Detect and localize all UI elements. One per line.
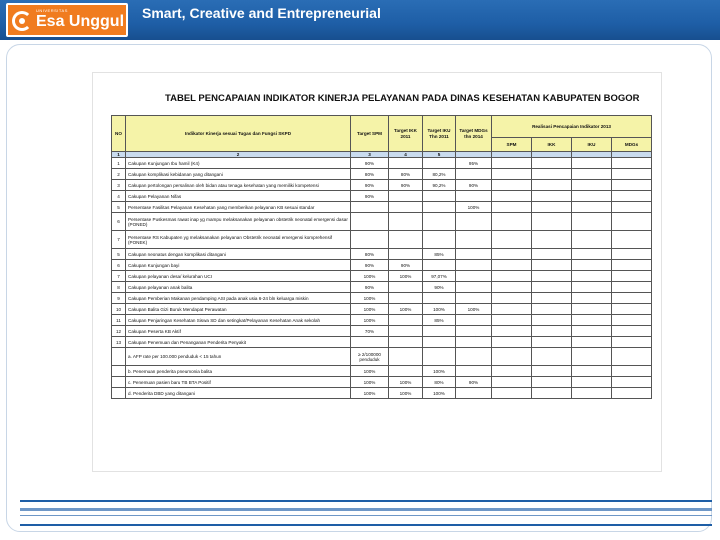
- row-realisasi-cell: [492, 169, 532, 180]
- row-realisasi-cell: [532, 293, 572, 304]
- row-target-spm: 80%: [351, 249, 389, 260]
- column-number: 5: [423, 152, 456, 158]
- row-realisasi-cell: [532, 213, 572, 231]
- row-realisasi-cell: [572, 158, 612, 169]
- row-number: 5: [112, 202, 126, 213]
- row-realisasi-cell: [612, 388, 652, 399]
- row-realisasi-cell: [612, 326, 652, 337]
- row-realisasi-cell: [572, 388, 612, 399]
- row-target-spm: 70%: [351, 326, 389, 337]
- row-target-mdgs: [456, 231, 492, 249]
- row-realisasi-cell: [532, 377, 572, 388]
- row-realisasi-cell: [572, 282, 612, 293]
- row-realisasi-cell: [532, 158, 572, 169]
- table-row: [112, 202, 652, 213]
- row-realisasi-cell: [612, 191, 652, 202]
- row-target-spm: 100%: [351, 315, 389, 326]
- row-target-ikk: [389, 282, 423, 293]
- row-realisasi-cell: [492, 377, 532, 388]
- table-row: [112, 377, 652, 388]
- row-realisasi-cell: [492, 293, 532, 304]
- row-target-spm: 80%: [351, 169, 389, 180]
- row-realisasi-cell: [612, 249, 652, 260]
- logo-emblem-icon: [12, 11, 32, 31]
- row-realisasi-cell: [492, 304, 532, 315]
- row-realisasi-cell: [572, 366, 612, 377]
- row-realisasi-cell: [572, 213, 612, 231]
- row-target-iku: 100%: [423, 304, 456, 315]
- table-row: [112, 271, 652, 282]
- row-realisasi-cell: [612, 213, 652, 231]
- table-row: [112, 366, 652, 377]
- indicator-table: [111, 115, 652, 399]
- row-realisasi-cell: [492, 366, 532, 377]
- row-realisasi-cell: [612, 180, 652, 191]
- row-target-spm: 90%: [351, 191, 389, 202]
- header-spm: SPM: [492, 138, 532, 152]
- row-target-mdgs: [456, 315, 492, 326]
- row-realisasi-cell: [612, 169, 652, 180]
- row-target-iku: [423, 202, 456, 213]
- row-target-spm: [351, 213, 389, 231]
- row-realisasi-cell: [572, 348, 612, 366]
- row-realisasi-cell: [492, 315, 532, 326]
- row-realisasi-cell: [492, 271, 532, 282]
- row-realisasi-cell: [572, 180, 612, 191]
- row-number: 1: [112, 158, 126, 169]
- row-target-ikk: [389, 249, 423, 260]
- row-target-iku: [423, 260, 456, 271]
- row-target-ikk: [389, 315, 423, 326]
- row-realisasi-cell: [532, 271, 572, 282]
- column-number: 4: [389, 152, 423, 158]
- row-realisasi-cell: [572, 202, 612, 213]
- document-image: [92, 72, 662, 472]
- table-row: [112, 158, 652, 169]
- row-target-ikk: [389, 191, 423, 202]
- row-indicator: Cakupan Kunjungan bayi: [126, 260, 351, 271]
- row-number: [112, 377, 126, 388]
- row-indicator: Cakupan Balita Gizi Buruk Mendapat Perawatan: [126, 304, 351, 315]
- row-target-ikk: [389, 293, 423, 304]
- row-target-spm: [351, 202, 389, 213]
- table-row: [112, 191, 652, 202]
- row-realisasi-cell: [532, 169, 572, 180]
- row-realisasi-cell: [572, 231, 612, 249]
- row-number: [112, 348, 126, 366]
- row-target-ikk: [389, 213, 423, 231]
- table-row: [112, 249, 652, 260]
- row-target-spm: 90%: [351, 158, 389, 169]
- row-indicator: c. Penemuan pasien baru TB BTA Positif: [126, 377, 351, 388]
- row-number: 4: [112, 191, 126, 202]
- document-title: TABEL PENCAPAIAN INDIKATOR KINERJA PELAYANAN PADA DINAS KESEHATAN KABUPATEN BOGOR: [165, 93, 640, 104]
- row-target-spm: 90%: [351, 260, 389, 271]
- row-target-spm: 100%: [351, 271, 389, 282]
- row-target-spm: 100%: [351, 304, 389, 315]
- row-target-spm: [351, 231, 389, 249]
- row-realisasi-cell: [612, 158, 652, 169]
- row-target-spm: 90%: [351, 282, 389, 293]
- table-row: [112, 388, 652, 399]
- row-target-mdgs: [456, 271, 492, 282]
- row-target-ikk: [389, 366, 423, 377]
- row-realisasi-cell: [612, 315, 652, 326]
- row-target-iku: [423, 293, 456, 304]
- row-realisasi-cell: [492, 388, 532, 399]
- row-target-ikk: [389, 326, 423, 337]
- table-row: [112, 231, 652, 249]
- header-iku: IKU: [572, 138, 612, 152]
- row-target-mdgs: [456, 337, 492, 348]
- footer-decoration: [20, 500, 712, 526]
- row-realisasi-cell: [532, 191, 572, 202]
- row-realisasi-cell: [532, 326, 572, 337]
- row-target-ikk: [389, 158, 423, 169]
- table-row: [112, 169, 652, 180]
- row-realisasi-cell: [492, 348, 532, 366]
- row-target-mdgs: [456, 249, 492, 260]
- row-target-iku: 85%: [423, 315, 456, 326]
- row-realisasi-cell: [532, 366, 572, 377]
- row-indicator: a. AFP rate per 100.000 penduduk < 15 tahun: [126, 348, 351, 366]
- row-target-ikk: 100%: [389, 388, 423, 399]
- logo-small-text: UNIVERSITAS: [36, 8, 68, 13]
- row-number: 6: [112, 213, 126, 231]
- row-target-spm: [351, 337, 389, 348]
- row-realisasi-cell: [492, 282, 532, 293]
- row-target-iku: 90%: [423, 282, 456, 293]
- row-number: 2: [112, 169, 126, 180]
- row-realisasi-cell: [532, 260, 572, 271]
- row-target-iku: 80,2%: [423, 169, 456, 180]
- row-target-mdgs: 90%: [456, 377, 492, 388]
- header-mdgs: MDGs: [612, 138, 652, 152]
- row-realisasi-cell: [612, 337, 652, 348]
- row-realisasi-cell: [532, 282, 572, 293]
- row-target-ikk: 90%: [389, 260, 423, 271]
- row-indicator: Cakupan pertolongan persalinan oleh bidan atau tenaga kesehatan yang memiliki kompetensi: [126, 180, 351, 191]
- row-indicator: Cakupan Penemuan dan Penanganan Penderita Penyakit: [126, 337, 351, 348]
- row-target-ikk: 100%: [389, 271, 423, 282]
- row-target-mdgs: [456, 169, 492, 180]
- row-target-mdgs: [456, 388, 492, 399]
- row-indicator: Cakupan pelayanan desa/ kelurahan UCI: [126, 271, 351, 282]
- row-realisasi-cell: [572, 271, 612, 282]
- row-target-iku: 90,2%: [423, 180, 456, 191]
- header-ikk: IKK: [532, 138, 572, 152]
- row-realisasi-cell: [572, 293, 612, 304]
- row-realisasi-cell: [532, 231, 572, 249]
- row-realisasi-cell: [572, 326, 612, 337]
- row-realisasi-cell: [612, 293, 652, 304]
- row-target-mdgs: [456, 293, 492, 304]
- row-realisasi-cell: [572, 304, 612, 315]
- row-number: 8: [112, 282, 126, 293]
- row-number: 7: [112, 271, 126, 282]
- row-target-ikk: 100%: [389, 304, 423, 315]
- row-target-spm: 90%: [351, 180, 389, 191]
- row-realisasi-cell: [572, 191, 612, 202]
- column-number: 3: [351, 152, 389, 158]
- row-target-mdgs: [456, 348, 492, 366]
- header-target-spm: Target SPM: [351, 116, 389, 152]
- row-realisasi-cell: [492, 180, 532, 191]
- table-row: [112, 282, 652, 293]
- row-target-ikk: [389, 231, 423, 249]
- row-indicator: d. Penderita DBD yang ditangani: [126, 388, 351, 399]
- row-number: 7: [112, 231, 126, 249]
- row-realisasi-cell: [572, 315, 612, 326]
- row-number: 3: [112, 180, 126, 191]
- table-row: [112, 180, 652, 191]
- row-target-mdgs: [456, 213, 492, 231]
- row-realisasi-cell: [612, 260, 652, 271]
- row-number: 5: [112, 249, 126, 260]
- header-no: NO: [112, 116, 126, 152]
- row-realisasi-cell: [612, 304, 652, 315]
- row-number: [112, 388, 126, 399]
- row-indicator: b. Penemuan penderita pneumonia balita: [126, 366, 351, 377]
- row-indicator: Persentase Puskesmas rawat inap yg mampu melaksanakan pelayanan obstetrik neonatal emergensi dasar (PONED): [126, 213, 351, 231]
- row-target-spm: 100%: [351, 293, 389, 304]
- row-realisasi-cell: [492, 231, 532, 249]
- row-target-ikk: [389, 348, 423, 366]
- row-target-ikk: 100%: [389, 377, 423, 388]
- table-row: [112, 337, 652, 348]
- row-realisasi-cell: [572, 260, 612, 271]
- row-target-ikk: 80%: [389, 169, 423, 180]
- row-number: 6: [112, 260, 126, 271]
- row-target-mdgs: [456, 326, 492, 337]
- row-realisasi-cell: [532, 249, 572, 260]
- row-realisasi-cell: [572, 377, 612, 388]
- row-realisasi-cell: [492, 326, 532, 337]
- table-row: [112, 326, 652, 337]
- row-realisasi-cell: [532, 202, 572, 213]
- row-target-mdgs: 100%: [456, 202, 492, 213]
- row-realisasi-cell: [492, 158, 532, 169]
- column-number: 1: [112, 152, 126, 158]
- row-realisasi-cell: [492, 337, 532, 348]
- row-realisasi-cell: [532, 388, 572, 399]
- row-realisasi-cell: [532, 180, 572, 191]
- row-target-spm: 100%: [351, 377, 389, 388]
- table-row: [112, 315, 652, 326]
- row-realisasi-cell: [612, 377, 652, 388]
- row-target-spm: 100%: [351, 366, 389, 377]
- row-target-spm: ≥ 2/100000 penduduk: [351, 348, 389, 366]
- row-target-iku: [423, 337, 456, 348]
- row-realisasi-cell: [612, 282, 652, 293]
- row-indicator: Persentase Fasilitas Pelayanan Kesehatan yang memberikan pelayanan KB sesuai standar: [126, 202, 351, 213]
- row-number: 9: [112, 293, 126, 304]
- row-realisasi-cell: [612, 231, 652, 249]
- university-logo: [6, 3, 128, 37]
- row-target-mdgs: 95%: [456, 158, 492, 169]
- row-target-iku: [423, 326, 456, 337]
- row-target-iku: 100%: [423, 388, 456, 399]
- table-row: [112, 293, 652, 304]
- row-realisasi-cell: [532, 315, 572, 326]
- row-number: 10: [112, 304, 126, 315]
- row-indicator: Persentase RS Kabupaten yg melaksanakan pelayanan Obstetrik neonatal emergensi komprehensif (PONEK): [126, 231, 351, 249]
- table-row: [112, 304, 652, 315]
- row-realisasi-cell: [612, 202, 652, 213]
- row-indicator: Cakupan neonatus dengan komplikasi ditangani: [126, 249, 351, 260]
- row-indicator: Cakupan Pemberian Makanan pendamping ASI pada anak usia 6-24 bln keluarga miskin: [126, 293, 351, 304]
- table-row: [112, 213, 652, 231]
- header-bar: [0, 0, 720, 40]
- header-target-mdgs: Target MDGs thn 2014: [456, 116, 492, 152]
- row-target-iku: 97,07%: [423, 271, 456, 282]
- tagline: Smart, Creative and Entrepreneurial: [142, 5, 381, 21]
- header-realisasi: Realisasi Pencapaian Indikator 2013: [492, 116, 652, 138]
- row-target-mdgs: 100%: [456, 304, 492, 315]
- header-indikator: Indikator Kinerja sesuai Tugas dan Fungsi SKPD: [126, 116, 351, 152]
- row-realisasi-cell: [492, 249, 532, 260]
- row-indicator: Cakupan Kunjungan Ibu hamil (K4): [126, 158, 351, 169]
- row-target-iku: [423, 191, 456, 202]
- row-target-ikk: [389, 202, 423, 213]
- row-realisasi-cell: [492, 202, 532, 213]
- row-number: 11: [112, 315, 126, 326]
- row-indicator: Cakupan Peserta KB Aktif: [126, 326, 351, 337]
- row-realisasi-cell: [532, 304, 572, 315]
- row-realisasi-cell: [492, 260, 532, 271]
- row-number: 12: [112, 326, 126, 337]
- row-realisasi-cell: [612, 271, 652, 282]
- table-row: [112, 260, 652, 271]
- row-target-iku: [423, 213, 456, 231]
- row-realisasi-cell: [612, 366, 652, 377]
- row-realisasi-cell: [532, 337, 572, 348]
- row-target-iku: 100%: [423, 366, 456, 377]
- row-indicator: Cakupan Pelayanan Nifas: [126, 191, 351, 202]
- row-realisasi-cell: [572, 337, 612, 348]
- row-target-mdgs: [456, 260, 492, 271]
- row-target-mdgs: [456, 366, 492, 377]
- logo-name: Esa Unggul: [36, 13, 125, 30]
- row-realisasi-cell: [532, 348, 572, 366]
- column-number: 2: [126, 152, 351, 158]
- row-indicator: Cakupan komplikasi kebidanan yang ditangani: [126, 169, 351, 180]
- row-indicator: Cakupan Penjaringan Kesehatan Siswa SD dan setingkat/Pelayanan Kesehatan Anak sekolah: [126, 315, 351, 326]
- row-target-iku: 85%: [423, 249, 456, 260]
- row-target-mdgs: 90%: [456, 180, 492, 191]
- row-target-iku: [423, 348, 456, 366]
- row-target-iku: [423, 231, 456, 249]
- row-realisasi-cell: [612, 348, 652, 366]
- row-realisasi-cell: [492, 191, 532, 202]
- header-target-iku: Target IKU Thn 2011: [423, 116, 456, 152]
- row-target-mdgs: [456, 282, 492, 293]
- row-target-ikk: 90%: [389, 180, 423, 191]
- row-target-iku: 80%: [423, 377, 456, 388]
- row-indicator: Cakupan pelayanan anak balita: [126, 282, 351, 293]
- row-realisasi-cell: [492, 213, 532, 231]
- row-target-iku: [423, 158, 456, 169]
- row-realisasi-cell: [572, 249, 612, 260]
- row-realisasi-cell: [572, 169, 612, 180]
- table-row: [112, 348, 652, 366]
- header-target-ikk: Target IKK 2011: [389, 116, 423, 152]
- row-target-spm: 100%: [351, 388, 389, 399]
- row-number: [112, 366, 126, 377]
- row-number: 13: [112, 337, 126, 348]
- row-target-mdgs: [456, 191, 492, 202]
- row-target-ikk: [389, 337, 423, 348]
